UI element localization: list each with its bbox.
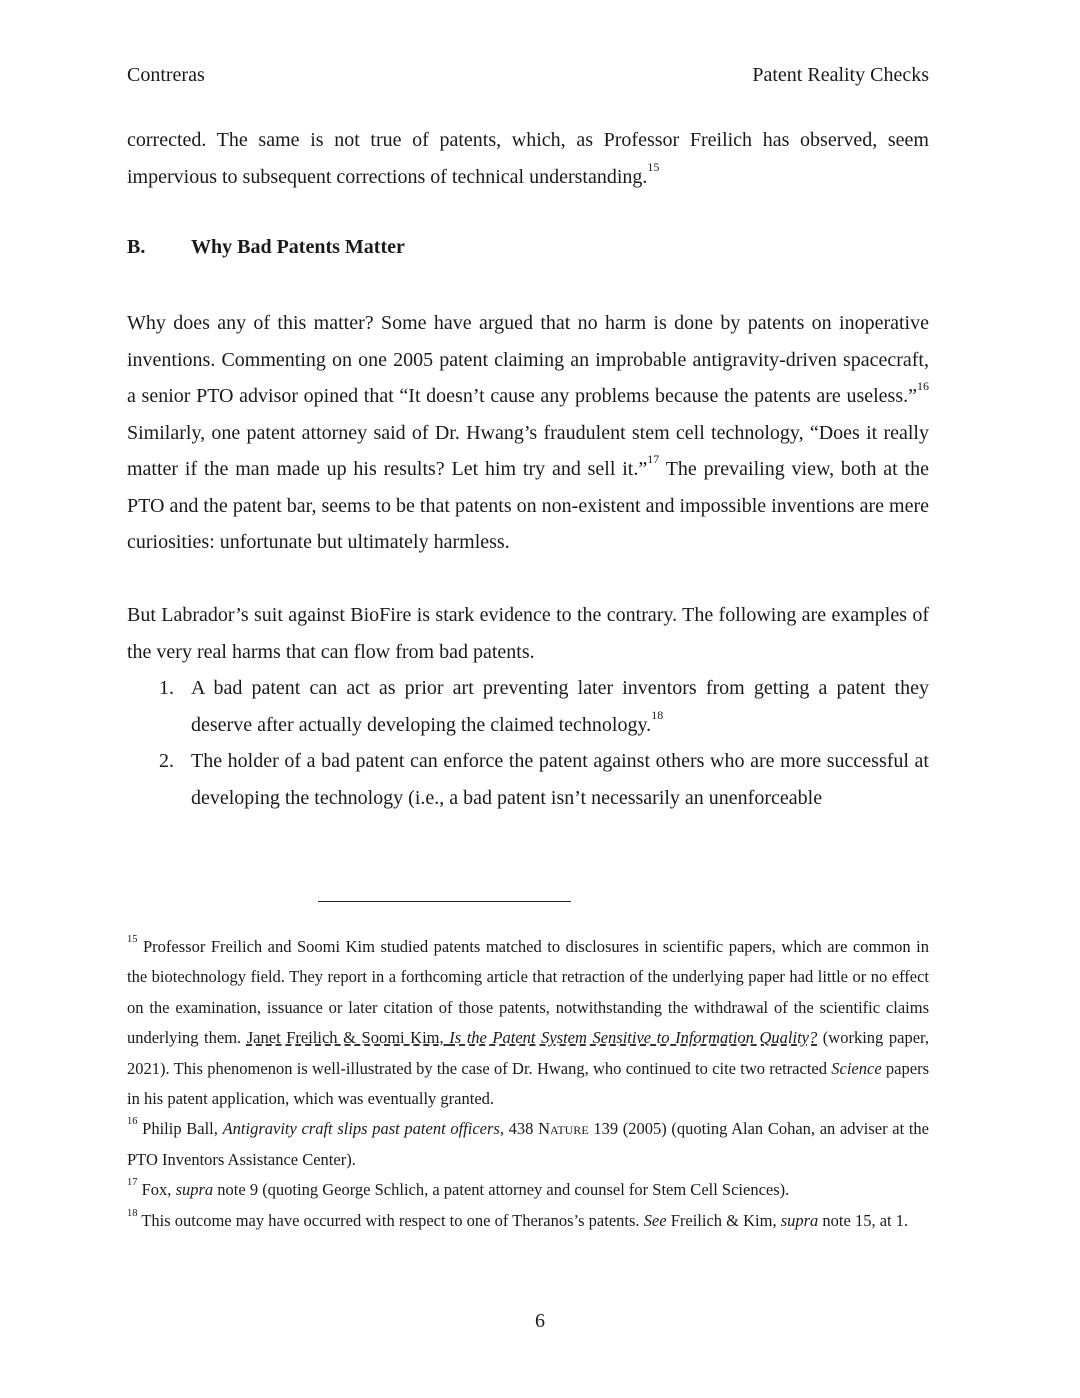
footnote-text: papers in his patent application, which was eventually granted. (127, 1058, 929, 1109)
footnote-text: note 15, at 1. (818, 1210, 909, 1230)
page-number: 6 (535, 1310, 545, 1332)
footnote-18 (127, 1206, 929, 1236)
footnote-text: , 438 (499, 1119, 539, 1139)
citation-authors: Janet Freilich & Soomi Kim, (246, 1028, 450, 1048)
journal-name: Nature (538, 1119, 589, 1139)
list-item (127, 670, 929, 743)
footnotes (127, 932, 929, 1236)
paragraph-text: Similarly, one patent attorney said of Dr. Hwang’s fraudulent stem cell technology, “Does it really matter if the man made up his results? Let him try and sell it.” (127, 421, 929, 480)
signal-see: See (643, 1210, 667, 1230)
intro-text: corrected. The same is not true of patents, which, as Professor Freilich has observed, seem impervious to subsequent corrections of technical understanding. (127, 129, 929, 188)
paragraph-text: The prevailing view, both at the PTO and the patent bar, seems to be that patents on non-existent and impossible inventions are mere curiosities: unfortunate but ultimately harmless. (127, 458, 929, 553)
footnote-text: Fox, (137, 1180, 176, 1200)
paragraph-text: Why does any of this matter? Some have argued that no harm is done by patents on inoperative inventions. Commenting on one 2005 patent claiming an improbable antigravity-driven spacecraft, a senior PTO advisor opined that “It doesn’t cause any problems because the patents are useless.” (127, 312, 929, 407)
footnote-text: Philip Ball, (137, 1119, 223, 1139)
footnote-text: note 9 (quoting George Schlich, a patent attorney and counsel for Stem Cell Sciences). (213, 1180, 790, 1200)
section-number: B. (127, 236, 146, 258)
citation-title: Antigravity craft slips past patent officers (222, 1119, 500, 1139)
footnote-17 (127, 1175, 929, 1205)
harms-list (127, 670, 929, 816)
signal-supra: supra (780, 1210, 819, 1230)
header-author: Contreras (127, 64, 205, 86)
header-title: Patent Reality Checks (752, 64, 929, 86)
list-item-number: 1. (159, 677, 174, 699)
footnote-text: (working paper, 2021). This phenomenon is well-illustrated by the case of Dr. Hwang, who continued to cite two retracted (127, 1028, 929, 1078)
citation-title: Is the Patent System Sensitive to Information Quality? (449, 1028, 818, 1048)
list-item (127, 743, 929, 816)
footnote-15 (127, 932, 929, 1114)
list-item-number: 2. (159, 750, 174, 772)
intro-paragraph (127, 122, 929, 195)
paragraph-why-matter (127, 305, 929, 561)
list-item-text: The holder of a bad patent can enforce the patent against others who are more successful at developing the technology (i.e., a bad patent isn’t necessarily an unenforceable (191, 750, 929, 809)
paragraph-text: But Labrador’s suit against BioFire is stark evidence to the contrary. The following are examples of the very real harms that can flow from bad patents. (127, 604, 929, 663)
section-title: Why Bad Patents Matter (191, 236, 405, 258)
paragraph-labrador (127, 597, 929, 670)
footnote-number: 15 (127, 934, 138, 945)
footnote-text: 139 (2005) (quoting Alan Cohan, an adviser at the PTO Inventors Assistance Center). (127, 1119, 930, 1169)
footnote-text: This outcome may have occurred with respect to one of Theranos’s patents. (137, 1210, 644, 1230)
journal-name: Science (831, 1058, 882, 1078)
footnote-number: 17 (127, 1177, 138, 1189)
section-heading (127, 236, 405, 259)
footnote-separator (318, 901, 571, 902)
footnote-text: Professor Freilich and Soomi Kim studied patents matched to disclosures in scientific papers, which are common in the biotechnology field. They report in a forthcoming article that retraction of the underlying paper had little or no effect on the examination, issuance or later citation of those patents, notwithstanding the withdrawal of the scientific claims underlying them. (127, 937, 929, 1048)
signal-supra: supra (175, 1180, 214, 1200)
footnote-ref-17[interactable]: 17 (647, 452, 660, 466)
running-header (127, 64, 929, 92)
footnote-number: 16 (127, 1116, 138, 1128)
footnote-16 (127, 1114, 929, 1175)
footnote-number: 18 (127, 1207, 138, 1219)
footnote-text: Freilich & Kim, (666, 1210, 781, 1230)
footnote-ref-16[interactable]: 16 (917, 379, 929, 393)
footnote-ref-18[interactable]: 18 (651, 707, 664, 722)
list-item-text: A bad patent can act as prior art preventing later inventors from getting a patent they deserve after actually developing the claimed technology. (191, 677, 929, 736)
footnote-ref-15[interactable]: 15 (647, 159, 660, 174)
